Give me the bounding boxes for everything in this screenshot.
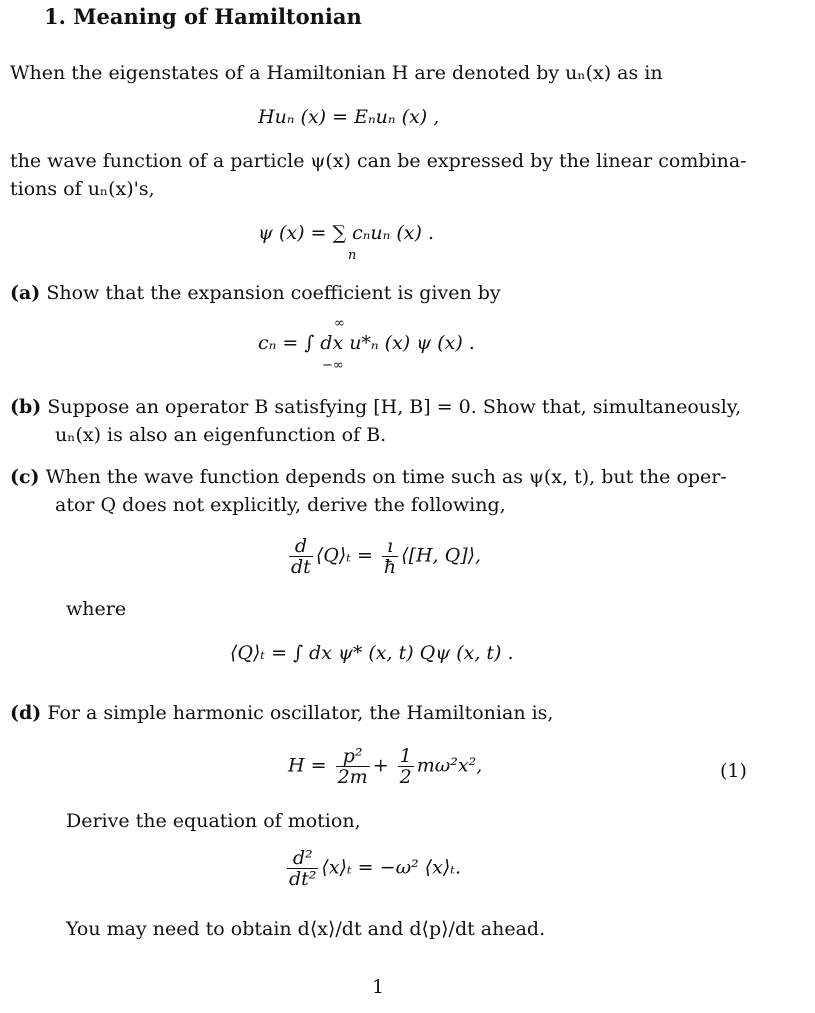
part-c-eq1-mid: ⟨Q⟩ₜ =	[315, 544, 373, 567]
plus-sign: +	[372, 754, 389, 777]
one-half	[398, 746, 414, 787]
eom-rest: ⟨x⟩ₜ = −ω² ⟨x⟩ₜ.	[321, 856, 461, 879]
expansion-equation: ψ (x) = ∑ cₙuₙ (x) .	[258, 222, 435, 244]
half-den: 2	[399, 766, 412, 788]
kinetic-den: 2m	[337, 766, 368, 788]
part-a	[10, 280, 501, 307]
eom-den: dt²	[289, 868, 317, 890]
part-c-label: (c)	[10, 466, 40, 488]
part-c-where: where	[66, 598, 127, 620]
part-a-lower-limit: −∞	[322, 358, 344, 373]
kinetic-term	[336, 746, 370, 787]
part-b-text-1: Suppose an operator B satisfying [H, B] = 0. Show that, simultaneously,	[47, 396, 742, 418]
part-c-derivative	[289, 536, 313, 577]
part-c-d-num: d	[289, 536, 313, 557]
equation-of-motion	[284, 848, 461, 889]
part-c-equation-1	[286, 536, 481, 577]
part-d-line1	[10, 700, 553, 727]
part-c-frac-num: ı	[382, 536, 398, 557]
part-c-d-den: dt	[291, 556, 311, 578]
intro-text-1: When the eigenstates of a Hamiltonian H are denoted by uₙ(x) as in	[10, 62, 663, 84]
expansion-sum-index: n	[348, 248, 357, 263]
part-c-eq1-end: ⟨[H, Q]⟩,	[401, 544, 482, 567]
problem-title: 1. Meaning of Hamiltonian	[44, 4, 362, 29]
intro-text-2-line1: the wave function of a particle ψ(x) can be expressed by the linear combina-	[10, 150, 747, 172]
part-c-text-1: When the wave function depends on time such as ψ(x, t), but the oper-	[45, 466, 727, 488]
part-d-hint: You may need to obtain d⟨x⟩/dt and d⟨p⟩/dt ahead.	[66, 918, 546, 940]
part-c-equation-2: ⟨Q⟩ₜ = ∫ dx ψ* (x, t) Qψ (x, t) .	[230, 642, 514, 664]
page-number: 1	[372, 976, 385, 998]
intro-text-2-line2: tions of uₙ(x)'s,	[10, 178, 155, 200]
eigen-equation: Huₙ (x) = Eₙuₙ (x) ,	[258, 106, 440, 128]
part-d-hamiltonian	[288, 746, 482, 787]
part-c-line2: ator Q does not explicitly, derive the following,	[55, 494, 506, 516]
equation-number: (1)	[720, 760, 747, 782]
kinetic-num: p²	[336, 746, 370, 767]
part-c-frac-den: ħ	[383, 556, 397, 578]
part-a-label: (a)	[10, 282, 41, 304]
part-b-label: (b)	[10, 396, 42, 418]
second-derivative	[287, 848, 318, 889]
part-d-text: For a simple harmonic oscillator, the Hamiltonian is,	[47, 702, 554, 724]
part-d-derive: Derive the equation of motion,	[66, 810, 361, 832]
part-a-text: Show that the expansion coefficient is given by	[46, 282, 501, 304]
eom-num: d²	[287, 848, 318, 869]
part-d-label: (d)	[10, 702, 42, 724]
half-num: 1	[399, 745, 412, 767]
part-a-upper-limit: ∞	[334, 316, 345, 331]
part-a-equation: cₙ = ∫ dx u*ₙ (x) ψ (x) .	[258, 332, 475, 354]
part-c-line1	[10, 464, 727, 491]
hamiltonian-lhs: H =	[288, 754, 327, 777]
potential-term: mω²x²,	[416, 754, 483, 777]
part-c-i-over-hbar	[382, 536, 398, 577]
part-b-line2: uₙ(x) is also an eigenfunction of B.	[55, 424, 387, 446]
part-b-line1	[10, 394, 741, 421]
